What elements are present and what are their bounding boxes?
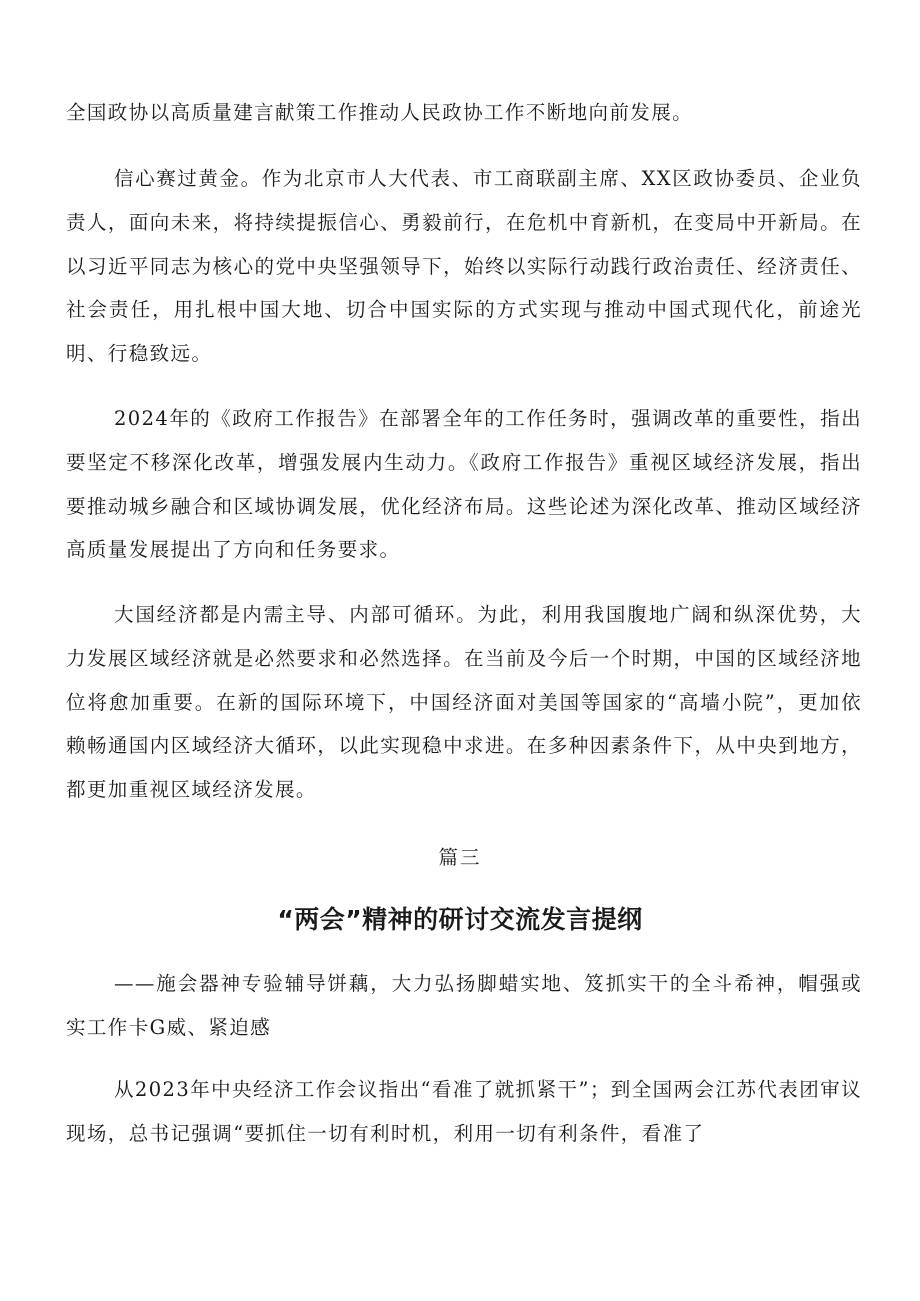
paragraph-intro-end: 全国政协以高质量建言献策工作推动人民政协工作不断地向前发展。 xyxy=(66,101,694,124)
paragraph-confidence: 信心赛过黄金。作为北京市人大代表、市工商联副主席、XX区政协委员、企业负责人，面向未来，将持续提振信心、勇毅前行，在危机中育新机，在变局中开新局。在以习近平同志为核心的党中央坚强领导下，始终以实际行动践行政治责任、经济责任、社会责任，用扎根中国大地、切合中国实际的方式实现与推动中国式现代化，前途光明、行稳致远。 xyxy=(66,167,862,366)
section-label: 篇三 xyxy=(438,846,482,869)
section-title: “两会”精神的研讨交流发言提纲 xyxy=(277,905,643,934)
section-subtitle: ——施会器神专验辅导饼藕，大力弘扬脚蜡实地、笈抓实干的全斗希神，帽强或实工作卡G威、紧迫感 xyxy=(66,972,862,1039)
paragraph-regional-economy: 大国经济都是内需主导、内部可循环。为此，利用我国腹地广阔和纵深优势，大力发展区域经济就是必然要求和必然选择。在当前及今后一个时期，中国的区域经济地位将愈加重要。在新的国际环境下，中国经济面对美国等国家的“高墙小院”，更加依赖畅通国内区域经济大循环，以此实现稳中求进。在多种因素条件下，从中央到地方，都更加重视区域经济发展。 xyxy=(66,603,862,802)
paragraph-work-conference: 从2023年中央经济工作会议指出“看准了就抓紧干”；到全国两会江苏代表团审议现场，总书记强调“要抓住一切有利时机，利用一切有利条件，看准了 xyxy=(66,1078,862,1145)
paragraph-government-report: 2024年的《政府工作报告》在部署全年的工作任务时，强调改革的重要性，指出要坚定不移深化改革，增强发展内生动力。《政府工作报告》重视区域经济发展，指出要推动城乡融合和区域协调发展，优化经济布局。这些论述为深化改革、推动区域经济高质量发展提出了方向和任务要求。 xyxy=(66,407,862,562)
